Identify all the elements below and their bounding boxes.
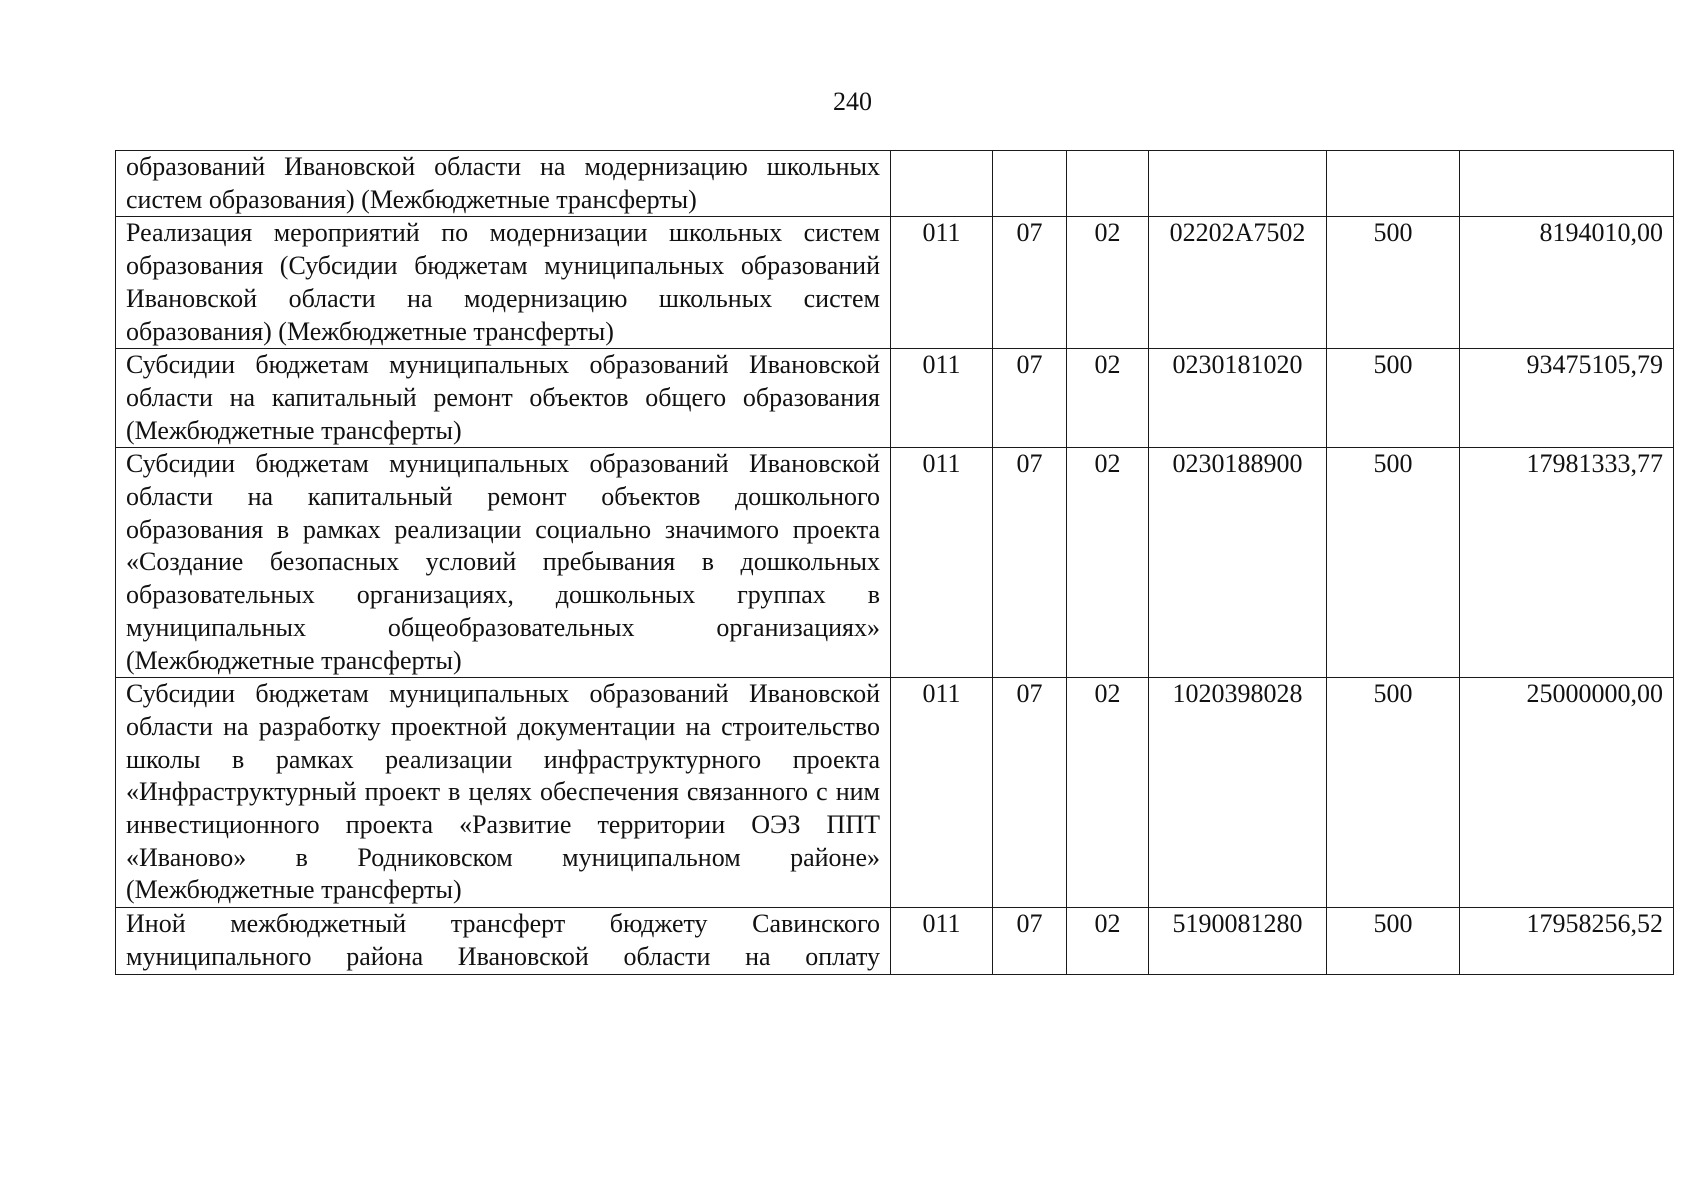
table-row	[116, 908, 1674, 974]
section-code: 07	[993, 678, 1067, 908]
ministry-code: 011	[891, 908, 993, 974]
amount: 17958256,52	[1460, 908, 1674, 974]
subsection-code: 02	[1067, 349, 1149, 448]
section-code: 07	[993, 448, 1067, 678]
ministry-code: 011	[891, 349, 993, 448]
target-article-code: 1020398028	[1149, 678, 1327, 908]
expense-type-code: 500	[1327, 349, 1460, 448]
row-description: Реализация мероприятий по модернизации школьных систем образования (Субсидии бюджетам муниципальных образований Ивановской области на модернизацию школьных систем образования) (Межбюджетные трансферты)	[116, 217, 891, 349]
target-article-code: 02202A7502	[1149, 217, 1327, 349]
amount	[1460, 151, 1674, 217]
table-row	[116, 151, 1674, 217]
page-number: 240	[833, 87, 872, 116]
section-code	[993, 151, 1067, 217]
expense-type-code	[1327, 151, 1460, 217]
target-article-code	[1149, 151, 1327, 217]
expense-type-code: 500	[1327, 448, 1460, 678]
row-description: Субсидии бюджетам муниципальных образований Ивановской области на капитальный ремонт объектов общего образования (Межбюджетные трансферты)	[116, 349, 891, 448]
target-article-code: 5190081280	[1149, 908, 1327, 974]
table-row	[116, 217, 1674, 349]
table-row	[116, 678, 1674, 908]
amount: 25000000,00	[1460, 678, 1674, 908]
ministry-code: 011	[891, 678, 993, 908]
amount: 17981333,77	[1460, 448, 1674, 678]
table-row	[116, 349, 1674, 448]
section-code: 07	[993, 217, 1067, 349]
subsection-code: 02	[1067, 908, 1149, 974]
row-description: Субсидии бюджетам муниципальных образований Ивановской области на разработку проектной документации на строительство школы в рамках реализации инфраструктурного проекта «Инфраструктурный проект в целях обеспечения связанного с ним инвестиционного проекта «Развитие территории ОЭЗ ППТ «Иваново» в Родниковском муниципальном районе» (Межбюджетные трансферты)	[116, 678, 891, 908]
subsection-code: 02	[1067, 448, 1149, 678]
section-code: 07	[993, 908, 1067, 974]
expense-type-code: 500	[1327, 217, 1460, 349]
section-code: 07	[993, 349, 1067, 448]
amount: 93475105,79	[1460, 349, 1674, 448]
amount: 8194010,00	[1460, 217, 1674, 349]
expense-type-code: 500	[1327, 908, 1460, 974]
ministry-code: 011	[891, 448, 993, 678]
budget-table	[115, 150, 1674, 975]
ministry-code	[891, 151, 993, 217]
expense-type-code: 500	[1327, 678, 1460, 908]
row-description: образований Ивановской области на модернизацию школьных систем образования) (Межбюджетные трансферты)	[116, 151, 891, 217]
row-description: Иной межбюджетный трансферт бюджету Савинского муниципального района Ивановской области на оплату	[116, 908, 891, 974]
ministry-code: 011	[891, 217, 993, 349]
subsection-code	[1067, 151, 1149, 217]
table-row	[116, 448, 1674, 678]
target-article-code: 0230181020	[1149, 349, 1327, 448]
target-article-code: 0230188900	[1149, 448, 1327, 678]
subsection-code: 02	[1067, 217, 1149, 349]
subsection-code: 02	[1067, 678, 1149, 908]
row-description: Субсидии бюджетам муниципальных образований Ивановской области на капитальный ремонт объектов дошкольного образования в рамках реализации социально значимого проекта «Создание безопасных условий пребывания в дошкольных образовательных организациях, дошкольных группах в муниципальных общеобразовательных организациях» (Межбюджетные трансферты)	[116, 448, 891, 678]
